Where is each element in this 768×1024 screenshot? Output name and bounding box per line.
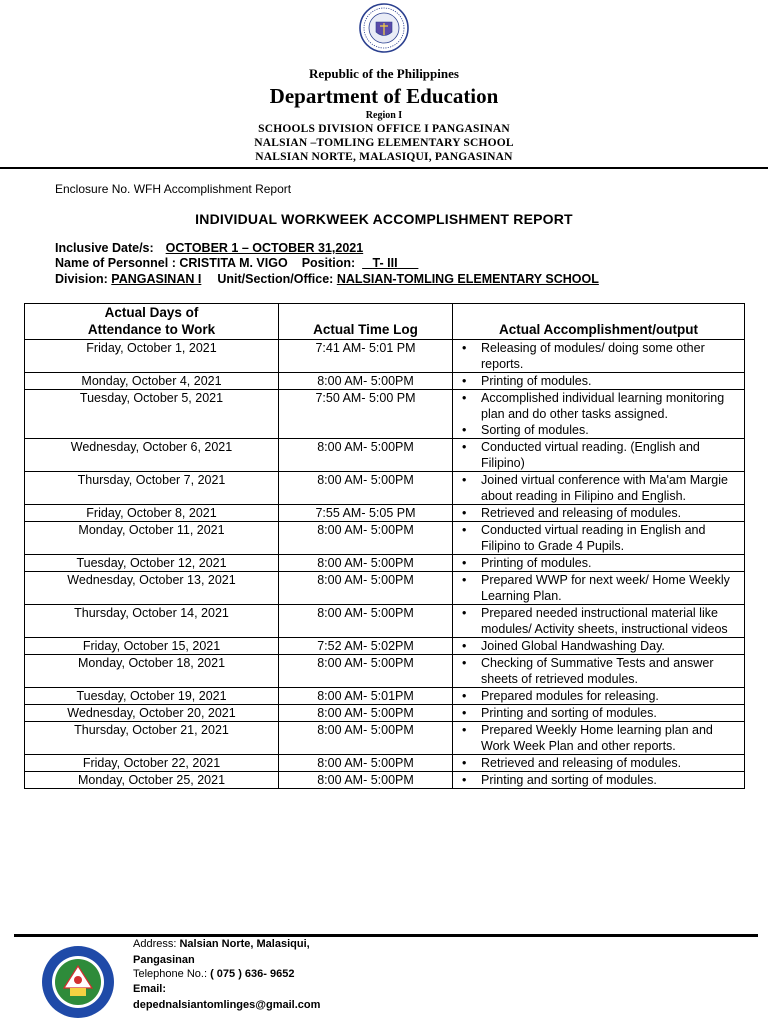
row-time: 8:00 AM- 5:00PM — [279, 439, 453, 472]
row-date: Friday, October 22, 2021 — [25, 755, 279, 772]
header-accomplishment: Actual Accomplishment/output — [453, 304, 745, 340]
accomplishment-item: • Printing and sorting of modules. — [453, 705, 744, 721]
accomplishment-item: • Prepared modules for releasing. — [453, 688, 744, 704]
row-date: Wednesday, October 20, 2021 — [25, 705, 279, 722]
table-row — [25, 605, 745, 638]
personnel-label: Name of Personnel : — [55, 256, 176, 270]
row-accomplishment — [453, 605, 745, 638]
row-date: Monday, October 4, 2021 — [25, 373, 279, 390]
accomplishment-item: • Conducted virtual reading in English and Filipino to Grade 4 Pupils. — [453, 522, 744, 554]
row-time: 7:41 AM- 5:01 PM — [279, 340, 453, 373]
accomplishment-item: • Prepared needed instructional material like modules/ Activity sheets, instructional videos — [453, 605, 744, 637]
row-accomplishment — [453, 772, 745, 789]
row-time: 8:00 AM- 5:00PM — [279, 572, 453, 605]
dates-label: Inclusive Date/s: — [55, 241, 154, 255]
table-row — [25, 772, 745, 789]
table-row — [25, 572, 745, 605]
inclusive-dates-line — [55, 241, 363, 255]
row-time: 8:00 AM- 5:00PM — [279, 705, 453, 722]
row-date: Thursday, October 21, 2021 — [25, 722, 279, 755]
row-time: 8:00 AM- 5:00PM — [279, 555, 453, 572]
row-accomplishment — [453, 340, 745, 373]
accomplishment-item: • Printing and sorting of modules. — [453, 772, 744, 788]
row-accomplishment — [453, 722, 745, 755]
row-date: Thursday, October 7, 2021 — [25, 472, 279, 505]
row-date: Friday, October 1, 2021 — [25, 340, 279, 373]
footer-email: depednalsiantomlinges@gmail.com — [133, 999, 321, 1011]
division-value: PANGASINAN I — [111, 272, 202, 286]
accomplishment-item: • Joined virtual conference with Ma'am Margie about reading in Filipino and English. — [453, 472, 744, 504]
footer-address-line-2: Pangasinan — [133, 954, 195, 966]
accomplishment-item: • Accomplished individual learning monitoring plan and do other tasks assigned. — [453, 390, 744, 422]
table-row — [25, 340, 745, 373]
table-row — [25, 555, 745, 572]
table-row — [25, 522, 745, 555]
table-body — [25, 340, 745, 789]
unit-label: Unit/Section/Office: — [217, 272, 334, 286]
row-accomplishment — [453, 705, 745, 722]
accomplishment-item: • Checking of Summative Tests and answer sheets of retrieved modules. — [453, 655, 744, 687]
row-time: 8:00 AM- 5:00PM — [279, 472, 453, 505]
row-time: 8:00 AM- 5:00PM — [279, 655, 453, 688]
row-time: 8:00 AM- 5:01PM — [279, 688, 453, 705]
deped-seal-logo — [354, 2, 414, 54]
division-line — [55, 272, 599, 286]
accomplishment-item: • Printing of modules. — [453, 373, 744, 389]
header-divider — [0, 167, 768, 169]
accomplishment-item: • Printing of modules. — [453, 555, 744, 571]
table-row — [25, 638, 745, 655]
enclosure-note: Enclosure No. WFH Accomplishment Report — [55, 182, 292, 196]
dates-value: OCTOBER 1 – OCTOBER 31,2021 — [165, 241, 364, 255]
table-row — [25, 505, 745, 522]
row-time: 8:00 AM- 5:00PM — [279, 605, 453, 638]
personnel-value: CRISTITA M. VIGO — [179, 256, 288, 270]
table-row — [25, 390, 745, 439]
row-date: Friday, October 8, 2021 — [25, 505, 279, 522]
accomplishment-item: • Conducted virtual reading. (English and Filipino) — [453, 439, 744, 471]
row-accomplishment — [453, 505, 745, 522]
table-row — [25, 373, 745, 390]
position-label: Position: — [301, 256, 356, 270]
row-time: 8:00 AM- 5:00PM — [279, 772, 453, 789]
row-accomplishment — [453, 390, 745, 439]
division-label: Division: — [55, 272, 108, 286]
header-department: Department of Education — [269, 84, 499, 108]
row-date: Wednesday, October 13, 2021 — [25, 572, 279, 605]
accomplishment-item: • Retrieved and releasing of modules. — [453, 505, 744, 521]
footer-phone: Telephone No.: ( 075 ) 636- 9652 — [133, 968, 295, 980]
row-time: 7:55 AM- 5:05 PM — [279, 505, 453, 522]
row-date: Thursday, October 14, 2021 — [25, 605, 279, 638]
row-time: 8:00 AM- 5:00PM — [279, 373, 453, 390]
row-date: Friday, October 15, 2021 — [25, 638, 279, 655]
position-value: T- III — [372, 256, 398, 270]
table-row — [25, 722, 745, 755]
accomplishment-item: • Sorting of modules. — [453, 422, 744, 438]
row-date: Tuesday, October 5, 2021 — [25, 390, 279, 439]
table-row — [25, 755, 745, 772]
row-date: Tuesday, October 12, 2021 — [25, 555, 279, 572]
table-row — [25, 688, 745, 705]
row-accomplishment — [453, 638, 745, 655]
footer-address-line: Address: Nalsian Norte, Malasiqui, — [133, 938, 310, 950]
row-time: 7:52 AM- 5:02PM — [279, 638, 453, 655]
row-date: Monday, October 25, 2021 — [25, 772, 279, 789]
accomplishment-table — [24, 303, 745, 789]
row-time: 8:00 AM- 5:00PM — [279, 522, 453, 555]
row-accomplishment — [453, 572, 745, 605]
row-accomplishment — [453, 373, 745, 390]
row-date: Monday, October 11, 2021 — [25, 522, 279, 555]
row-time: 7:50 AM- 5:00 PM — [279, 390, 453, 439]
row-accomplishment — [453, 555, 745, 572]
row-accomplishment — [453, 439, 745, 472]
header-division-office: SCHOOLS DIVISION OFFICE I PANGASINAN — [258, 123, 510, 135]
row-accomplishment — [453, 655, 745, 688]
table-row — [25, 655, 745, 688]
row-accomplishment — [453, 688, 745, 705]
accomplishment-item: • Prepared Weekly Home learning plan and Work Week Plan and other reports. — [453, 722, 744, 754]
table-header-row — [25, 304, 745, 340]
row-date: Wednesday, October 6, 2021 — [25, 439, 279, 472]
accomplishment-item: • Joined Global Handwashing Day. — [453, 638, 744, 654]
accomplishment-item: • Prepared WWP for next week/ Home Weekly Learning Plan. — [453, 572, 744, 604]
table-row — [25, 472, 745, 505]
row-time: 8:00 AM- 5:00PM — [279, 722, 453, 755]
unit-value: NALSIAN-TOMLING ELEMENTARY SCHOOL — [336, 272, 599, 286]
header-time: Actual Time Log — [279, 304, 453, 340]
header-address: NALSIAN NORTE, MALASIQUI, PANGASINAN — [255, 151, 513, 163]
row-accomplishment — [453, 522, 745, 555]
header-school: NALSIAN –TOMLING ELEMENTARY SCHOOL — [254, 137, 514, 149]
footer-email-label: Email: — [133, 983, 167, 995]
footer-divider — [14, 934, 758, 937]
row-date: Monday, October 18, 2021 — [25, 655, 279, 688]
report-title: INDIVIDUAL WORKWEEK ACCOMPLISHMENT REPORT — [195, 211, 573, 227]
header-republic: Republic of the Philippines — [309, 66, 459, 81]
row-date: Tuesday, October 19, 2021 — [25, 688, 279, 705]
header-region: Region I — [365, 110, 403, 121]
header-days: Actual Days of Attendance to Work — [25, 304, 279, 340]
row-time: 8:00 AM- 5:00PM — [279, 755, 453, 772]
personnel-line — [55, 256, 418, 270]
table-row — [25, 439, 745, 472]
row-accomplishment — [453, 472, 745, 505]
school-logo — [40, 944, 116, 1020]
table-row — [25, 705, 745, 722]
accomplishment-item: • Releasing of modules/ doing some other reports. — [453, 340, 744, 372]
row-accomplishment — [453, 755, 745, 772]
accomplishment-item: • Retrieved and releasing of modules. — [453, 755, 744, 771]
